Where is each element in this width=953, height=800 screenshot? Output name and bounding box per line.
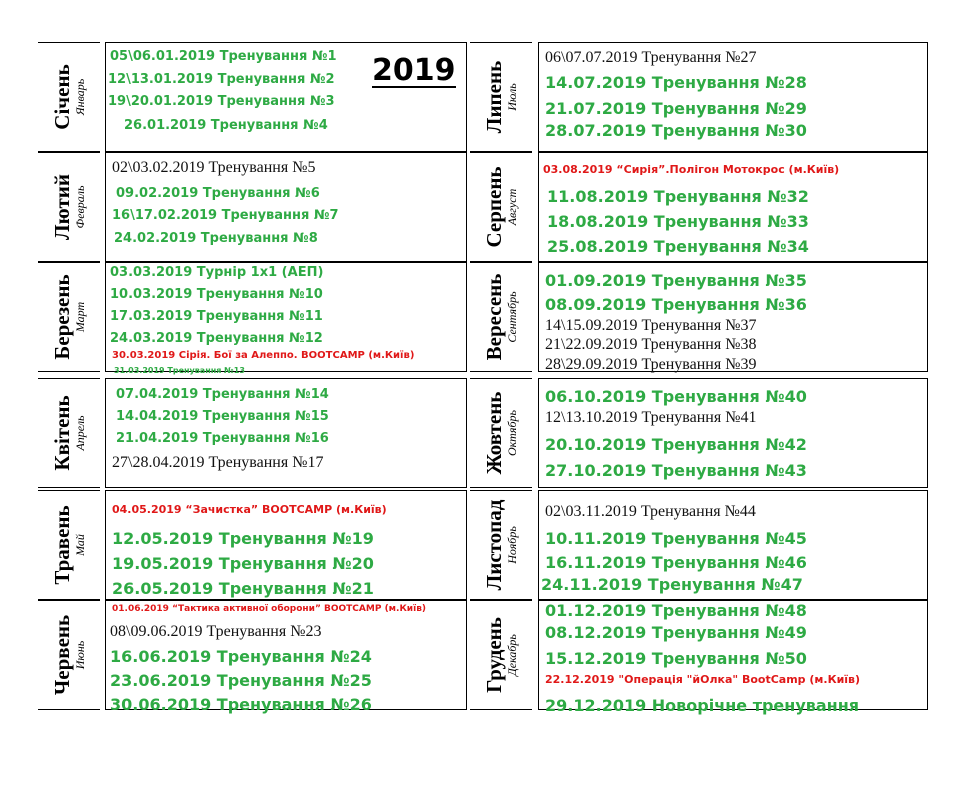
month-name	[51, 615, 87, 695]
event-entry: 30.06.2019 Тренування №26	[110, 695, 372, 714]
month-name-russian: Апрель	[72, 415, 87, 451]
event-entry: 01.09.2019 Тренування №35	[545, 271, 807, 290]
event-entry: 19.05.2019 Тренування №20	[112, 554, 374, 573]
month-name-ukrainian: Березень	[49, 274, 74, 360]
month-label-cell	[470, 490, 532, 600]
month-name-russian: Август	[504, 188, 519, 226]
event-entry: 25.08.2019 Тренування №34	[547, 237, 809, 256]
event-entry: 01.12.2019 Тренування №48	[545, 601, 807, 620]
month-label-cell	[470, 378, 532, 488]
event-entry: 10.03.2019 Тренування №10	[110, 287, 323, 302]
event-entry: 20.10.2019 Тренування №42	[545, 435, 807, 454]
month-label-cell	[470, 262, 532, 372]
event-entry: 26.05.2019 Тренування №21	[112, 579, 374, 598]
month-name-ukrainian: Жовтень	[481, 391, 506, 475]
event-entry: 19\20.01.2019 Тренування №3	[108, 94, 335, 109]
month-name-ukrainian: Червень	[49, 614, 74, 696]
event-entry: 26.01.2019 Тренування №4	[124, 118, 328, 133]
month-name-ukrainian: Травень	[49, 505, 74, 585]
event-entry: 17.03.2019 Тренування №11	[110, 309, 323, 324]
month-name	[51, 174, 87, 240]
month-label-cell	[470, 600, 532, 710]
event-entry: 14.04.2019 Тренування №15	[116, 409, 329, 424]
event-entry: 24.11.2019 Тренування №47	[541, 575, 803, 594]
month-name-ukrainian: Серпень	[481, 166, 506, 248]
event-entry: 29.12.2019 Новорічне тренування	[545, 696, 860, 715]
event-entry: 18.08.2019 Тренування №33	[547, 212, 809, 231]
event-entry: 01.06.2019 “Тактика активної оборони” BOOTCAMP (м.Київ)	[112, 604, 427, 614]
month-events-box	[538, 600, 928, 715]
month-name-ukrainian: Квітень	[49, 395, 74, 471]
event-entry: 28.07.2019 Тренування №30	[545, 121, 807, 140]
event-entry: 06.10.2019 Тренування №40	[545, 387, 807, 406]
event-entry: 08.12.2019 Тренування №49	[545, 623, 807, 642]
event-entry: 28\29.09.2019 Тренування №39	[545, 356, 757, 373]
month-name	[483, 61, 519, 133]
event-entry: 16.06.2019 Тренування №24	[110, 647, 372, 666]
month-label-cell	[38, 378, 100, 488]
month-events-box	[105, 378, 467, 488]
event-entry: 07.04.2019 Тренування №14	[116, 387, 329, 402]
event-entry: 05\06.01.2019 Тренування №1	[110, 49, 337, 64]
event-entry: 02\03.11.2019 Тренування №44	[545, 503, 756, 520]
month-name-russian: Март	[72, 301, 87, 333]
month-events-box	[538, 42, 928, 152]
month-label-cell	[38, 152, 100, 262]
event-entry: 23.06.2019 Тренування №25	[110, 671, 372, 690]
month-name	[483, 166, 519, 247]
event-entry: 06\07.07.2019 Тренування №27	[545, 49, 757, 66]
month-name-russian: Ноябрь	[504, 526, 519, 564]
event-entry: 31.03.2019 Тренування №13	[114, 366, 245, 375]
month-name-ukrainian: Липень	[481, 60, 506, 134]
month-label-cell	[470, 42, 532, 152]
month-label-cell	[470, 152, 532, 262]
event-entry: 15.12.2019 Тренування №50	[545, 649, 807, 668]
event-entry: 24.03.2019 Тренування №12	[110, 331, 323, 346]
event-entry: 21.04.2019 Тренування №16	[116, 431, 329, 446]
event-entry: 03.08.2019 “Сирія”.Полігон Мотокрос (м.Київ)	[543, 163, 840, 176]
month-events-box	[538, 152, 928, 262]
month-name	[483, 392, 519, 475]
month-label-cell	[38, 42, 100, 152]
event-entry: 11.08.2019 Тренування №32	[547, 187, 809, 206]
event-entry: 24.02.2019 Тренування №8	[114, 231, 318, 246]
month-events-box	[105, 262, 467, 375]
month-name-russian: Июль	[504, 83, 519, 111]
month-name-russian: Октябрь	[504, 409, 519, 457]
event-entry: 03.03.2019 Турнір 1х1 (АЕП)	[110, 265, 324, 280]
event-entry: 22.12.2019 "Операція "йОлка" BootCamp (м.Київ)	[545, 673, 861, 686]
month-name	[483, 500, 519, 591]
event-entry: 12.05.2019 Тренування №19	[112, 529, 374, 548]
event-entry: 12\13.01.2019 Тренування №2	[108, 72, 335, 87]
month-name-russian: Июнь	[72, 640, 87, 670]
event-entry: 02\03.02.2019 Тренування №5	[112, 159, 316, 176]
month-name-russian: Декабрь	[504, 634, 519, 676]
event-entry: 04.05.2019 “Зачистка” BOOTCAMP (м.Київ)	[112, 503, 387, 516]
month-events-box	[538, 490, 928, 600]
event-entry: 12\13.10.2019 Тренування №41	[545, 409, 757, 426]
event-entry: 10.11.2019 Тренування №45	[545, 529, 807, 548]
month-name	[483, 617, 519, 693]
event-entry: 30.03.2019 Сірія. Бої за Алеппо. BOOTCAMP (м.Київ)	[112, 350, 415, 361]
month-name	[51, 274, 87, 359]
month-events-box	[105, 600, 467, 714]
event-entry: 21.07.2019 Тренування №29	[545, 99, 807, 118]
month-name-ukrainian: Січень	[49, 64, 74, 130]
month-events-box	[105, 152, 467, 262]
year-title: 2019	[372, 53, 456, 88]
event-entry: 08\09.06.2019 Тренування №23	[110, 623, 322, 640]
month-name-russian: Сентябрь	[504, 291, 519, 343]
month-name-ukrainian: Грудень	[481, 617, 506, 693]
month-name-russian: Май	[72, 534, 87, 556]
month-name	[51, 395, 87, 470]
event-entry: 14.07.2019 Тренування №28	[545, 73, 807, 92]
month-name	[483, 274, 519, 361]
month-name-ukrainian: Листопад	[481, 499, 506, 591]
month-label-cell	[38, 490, 100, 600]
month-events-box	[538, 378, 928, 488]
month-events-box	[538, 262, 928, 372]
event-entry: 21\22.09.2019 Тренування №38	[545, 336, 757, 353]
month-name-ukrainian: Лютий	[49, 174, 74, 240]
month-name-ukrainian: Вересень	[481, 273, 506, 361]
event-entry: 27.10.2019 Тренування №43	[545, 461, 807, 480]
month-name	[51, 505, 87, 584]
event-entry: 16.11.2019 Тренування №46	[545, 553, 807, 572]
month-name-russian: Февраль	[72, 185, 87, 229]
event-entry: 14\15.09.2019 Тренування №37	[545, 317, 757, 334]
month-name	[51, 64, 87, 129]
event-entry: 09.02.2019 Тренування №6	[116, 186, 320, 201]
event-entry: 16\17.02.2019 Тренування №7	[112, 208, 339, 223]
month-label-cell	[38, 262, 100, 372]
event-entry: 27\28.04.2019 Тренування №17	[112, 454, 324, 471]
event-entry: 08.09.2019 Тренування №36	[545, 295, 807, 314]
month-name-russian: Январь	[72, 78, 87, 116]
month-events-box	[105, 490, 467, 600]
month-label-cell	[38, 600, 100, 710]
